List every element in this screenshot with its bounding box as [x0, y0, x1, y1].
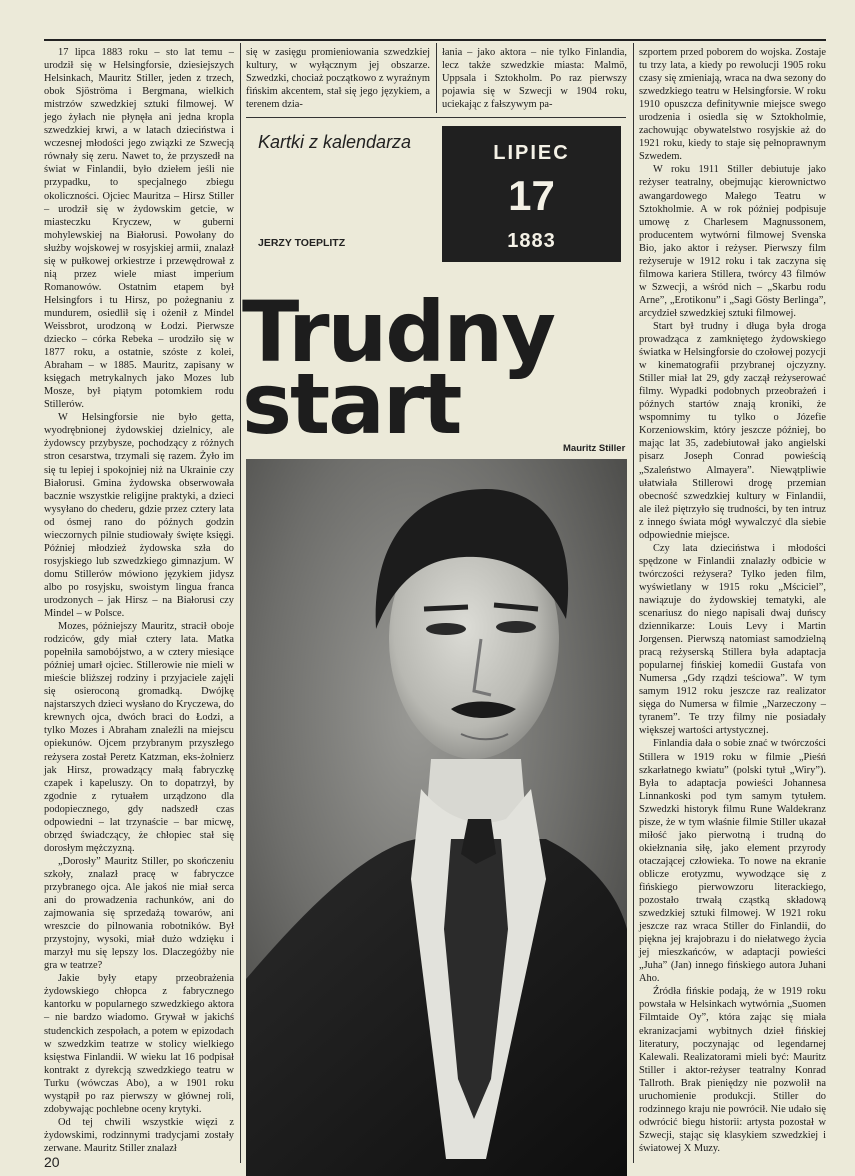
date-year: 1883 [507, 230, 556, 252]
column-divider [240, 43, 241, 1163]
paragraph: szportem przed poborem do wojska. Zostaje tu trzy lata, a kiedy po rewolucji 1905 roku czasy się zmieniają, wraca na dwa sezony do szwedzkiego teatru w Helsingforsie. W roku 1910 opuszcza definitywnie miejsce swego urodzenia i osiedla się w Sztokholmie, zachowując obywatelstwo rosyjskie aż do 1921 roku, kiedy to staje się pełnoprawnym Szwedem. [639, 47, 826, 163]
date-day: 17 [508, 172, 555, 219]
text-column-4 [639, 46, 826, 1155]
text-column-1 [44, 46, 234, 1155]
paragraph: 17 lipca 1883 roku – sto lat temu – urodził się w Helsingforsie, dziesiejszych Helsinkach, Mauritz Stiller, jeden z trzech, obok Sjöströma i Bergmana, wielkich mistrzów szwedzkiej sztuki filmowej. W jego żyłach nie płynęła ani jedna kropla szwedzkiej krwi, a w latach dzieciństwa i wczesnej młodości jego związki ze Szwecją równały się zeru. Nawet to, że przyszedł na świat w Finlandii, było dziełem jeśli nie przypadku, to specjalnego zbiegu okoliczności. Ojciec Mauritza – Hirsz Stiller – urodził się w żydowskim getcie, w miasteczku Kryczew, w guberni mohylewskiej na Białorusi. Powołany do służby wojskowej w rosyjskiej armii, znalazł się w pułkowej orkiestrze i przewędrował z nią przez wiele miast imperium Romanowów. Ostatnim etapem był Helsingfors i tu Hirsz, po pożegnaniu z mundurem, osiedlił się i ożenił z Mindel Weissbrot, urodzoną w Łodzi. Pierwsze dziecko – córka Rebeka – urodziło się w 1877 roku, a ostatnie, szóste z kolei, Abraham – w 1885. Mauritz, zapisany w księgach metrykalnych jako Mozes lub Mosze, był piątym potomkiem rodu Stillerów. [44, 47, 234, 411]
headline-line-2: start [242, 355, 461, 453]
date-box [442, 126, 621, 262]
photo-caption: Mauritz Stiller [563, 443, 626, 454]
paragraph: „Dorosły” Mauritz Stiller, po skończeniu szkoły, znalazł pracę w fabryczce przybranego ojca. Ale jakoś nie miał serca ani do prowadzenia rachunków, ani do zajmowania się sprzedażą towarów, ani wreszcie do pilnowania robotników. Był przystojny, wysoki, miał dużo wdzięku i marzył mu się lepszy los. Dlaczegóżby nie gra w teatrze? [44, 855, 234, 972]
portrait-photo [246, 459, 627, 1176]
text-column-3 [442, 46, 627, 111]
paragraph: Mozes, późniejszy Mauritz, stracił oboje rodziców, gdy miał cztery lata. Matka popełniła samobójstwo, a w cztery miesiące później umarł ojciec. Stillerowie nie mieli w mieście bliższej rodziny i przyjaciele zajęli się osieroconą gromadką. Dwójkę najstarszych dzieci wysłano do Kryczewa, do krewnych ojca, dwóch braci do Łodzi, a tylko Mozes i Abraham znaleźli na miejscu opiekunów. Ojcem przybranym przyszłego reżysera został Peretz Katzman, eks-żołnierz jak Hirsz, prowadzący małą fabryczkę czapek i kapeluszy. On to dopatrzył, by zgodnie z rytuałem urządzono dla podopiecznego, gdy nadszedł czas odpowiedni – lat trzynaście – bar micwę, obrzęd świadczący, że chłopiec stał się dorosłym mężczyzną. [44, 621, 234, 854]
paragraph: Od tej chwili wszystkie więzi z żydowskimi, rodzinnymi tradycjami zostały zerwane. Mauritz Stiller znalazł [44, 1116, 234, 1154]
paragraph: Źródła fińskie podają, że w 1919 roku powstała w Helsinkach wytwórnia „Suomen Filmtaide Oy”, która zając się miała ekranizacjami wybitnych dzieł fińskiej literatury, poczynając od legendarnej Kalewali. Realizatorami mieli być: Mauritz Stiller i aktor-reżyser teatralny Konrad Tallroth. Brak pieniędzy nie pozwolił na uruchomienie produkcji. Stiller do rodzinnego kraju nie powrócił. Nie udało się odwrócić biegu historii: artysta pozostał w Szwecji, stając się klasykiem szwedzkiej i światowej X Muzy. [639, 986, 826, 1154]
top-rule [44, 39, 826, 41]
column-divider [436, 43, 437, 113]
paragraph: Czy lata dzieciństwa i młodości spędzone w Finlandii znalazły odbicie w twórczości reżysera? Tylko jeden film, wyświetlany w 1915 roku „Mściciel”, nawiązuje do żydowskiej tematyki, ale scenariusz do niego napisali dwaj duńscy dziennikarze: Louis Levy i Martin Jorgensen. Pierwszą natomiast samodzielną pracą reżyserską Stillera była adaptacja popularnej fińskiej komedii Gustafa von Numersa „Gdy rządzi teściowa”. W tym samym 1912 roku jeszcze raz realizator sięga do Numersa w filmie „Narzeczony – tyranem”. Te trzy filmy nie posiadały większej wartości artystycznej. [639, 542, 826, 737]
text-column-2 [246, 46, 430, 111]
paragraph: Finlandia dała o sobie znać w twórczości Stillera w 1919 roku w filmie „Pieśń szkarłatnego kwiatu” (polski tytuł „Wiry”). Była to adaptacja powieści Johannesa Linnankoski pod tym samym tytułem. Szwedzki historyk filmu Rune Waldekranz pisze, że w tym właśnie filmie Stiller ukazał miłość jako pierwotną i trudną do okiełznania siłę, jako element przyrody otaczającej człowieka. To nowe na ekranie oblicze erotyzmu, wywodzące się z fińskiego pierwowzoru literackiego, pozostało trwałą cząstką składową szwedzkiej sztuki filmowej. W 1921 roku jeszcze raz wraca Stiller do Finlandii, do piękna jej krajobrazu i do niełatwego życia jej mieszkańców, w adaptacji powieści „Juha” (Jan) innego fińskiego autora Juhani Aho. [639, 738, 826, 985]
headline-line-1: Trudny [242, 283, 554, 381]
column-divider [633, 43, 634, 1163]
date-month: LIPIEC [493, 142, 570, 164]
paragraph: W Helsingforsie nie było getta, wyodrębnionej żydowskiej dzielnicy, ale żydowscy przybysze, pochodzący z różnych stron cesarstwa, trzymali się razem. Żyło im się tu lepiej i spokojniej niż na Ukrainie czy Białorusi. Gmina żydowska obserwowała bacznie wszystkie religijne praktyki, a dzieci wysyłano do chederu, gdzie przez cztery lata od ósmej rano do późnych godzin wieczornych pilnie studiowały święte księgi. Później młodzież żydowska szła do rosyjskiego lub szwedzkiego gimnazjum. W domu Stillerów mówiono językiem jidysz albo po rosyjsku, swoistym lingua franca urodzonych – jak Hirsz – na Białorusi czy Mindel – w Polsce. [44, 412, 234, 620]
rubric-title: Kartki z kalendarza [258, 132, 412, 152]
paragraph: się w zasięgu promieniowania szwedzkiej kultury, w wyłącznym jej obszarze. Szwedzki, chociaż początkowo z wyraźnym fińskim akcentem, stał się jego językiem, a terenem dzia- [246, 47, 430, 111]
paragraph: Jakie były etapy przeobrażenia żydowskiego chłopca z fabrycznego kantorku w popularnego szwedzkiego aktora – nie bardzo wiadomo. Grywał w jakichś studenckich zespołach, a potem w epizodach w szwedzkim teatrze w stolicy wielkiego księstwa Finlandii. W wieku lat 16 podpisał kontrakt z dyrekcją szwedzkiego teatru w Turku (wówczas Abo), a w 1901 roku wystąpił po raz pierwszy w głównej roli, zdobywając pochlebne oceny krytyki. [44, 973, 234, 1115]
paragraph: W roku 1911 Stiller debiutuje jako reżyser teatralny, obejmując kierownictwo awangardowego Małego Teatru w Sztokholmie. A w rok później podpisuje umowę z Charlesem Magnussonem, producentem wytwórni filmowej Svenska Bio, jako aktor i reżyser. Pierwszy film reżyseruje w 1912 roku i tak zaczyna się filmowa kariera Stillera, twórcy 43 filmów w Szwecji, a wśród nich – „Skarbu rodu Arne”, „Erotikonu” i „Sagi Gösty Berlinga”, arcydzieł szwedzkiej sztuki filmowej. [639, 164, 826, 319]
page-number: 20 [44, 1154, 60, 1170]
author-byline: JERZY TOEPLITZ [258, 237, 346, 249]
paragraph: łania – jako aktora – nie tylko Finlandia, lecz także szwedzkie miasta: Malmö, Uppsala i Sztokholm. Po raz pierwszy pojawia się w Szwecji w 1904 roku, uciekając z fałszywym pa- [442, 47, 627, 111]
portrait-image [246, 459, 627, 1176]
paragraph: Start był trudny i długa była droga prowadząca z zamkniętego żydowskiego światka w Helsingforsie do czołowej pozycji w kinematografii przybranej ojczyzny. Stiller miał lat 29, gdy zaczął reżyserować filmy. Wypadki podobnych przeobrażeń i późnych startów znają kroniki, że wspomnimy tu tylko o Józefie Korzeniowskim, który jeszcze później, bo mając lat 35, zadebiutował jako angielski pisarz Joseph Conrad powieścią „Szaleństwo Almayera”. Niewątpliwie ułatwiała Stillerowi drogę przemian obecność szwedzkiej kultury w Finlandii, ale ileż piętrzyło się trudności, by ten intruz z innego świata mógł wywalczyć dla siebie odpowiednie miejsce. [639, 320, 826, 541]
section-rule [246, 117, 626, 118]
